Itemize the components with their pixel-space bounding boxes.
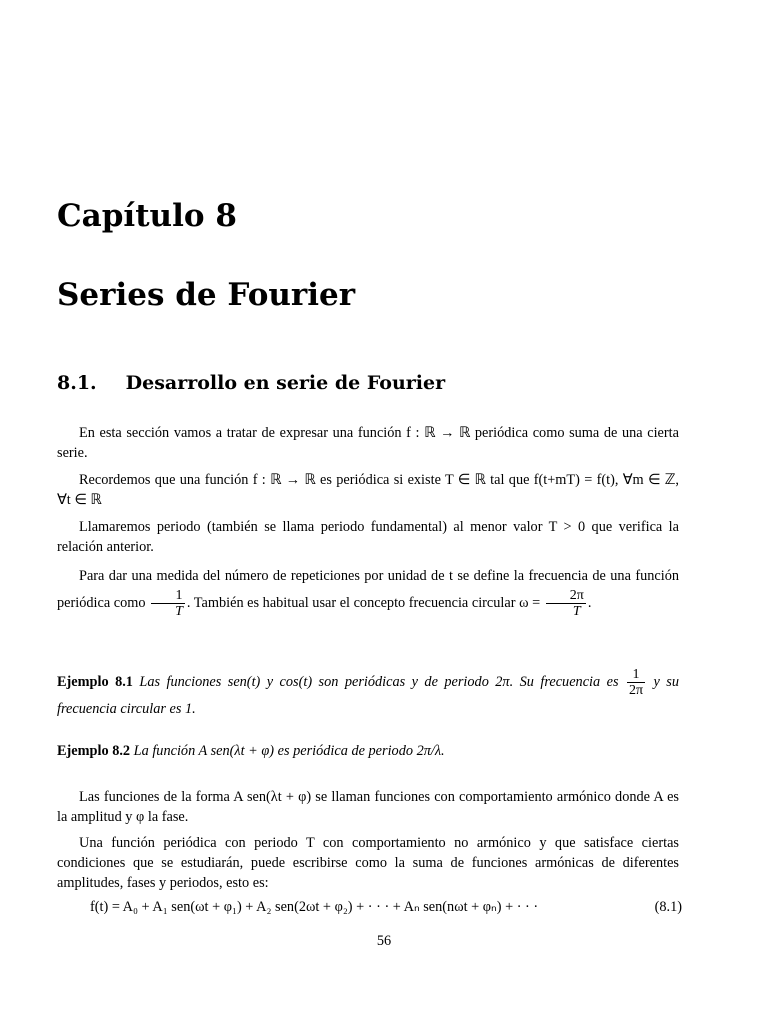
section-number: 8.1.: [57, 372, 97, 394]
paragraph-4-text-c: ω =: [519, 594, 541, 611]
fraction-denominator: T: [572, 604, 581, 619]
paragraph-4-text-b: . También es habitual usar el concepto frecuencia circular: [186, 594, 516, 611]
section-title: Desarrollo en serie de Fourier: [125, 372, 446, 394]
example-1-text: Las funciones sen(t) y cos(t) son periódicas y de periodo 2π. Su frecuencia es: [139, 673, 619, 690]
page-number: 56: [376, 933, 392, 949]
example-2-label: Ejemplo 8.2: [57, 743, 131, 759]
example-1: [57, 667, 679, 720]
fraction-denominator: T: [175, 604, 183, 619]
example-1-label: Ejemplo 8.1: [57, 673, 133, 690]
fraction-numerator: 1: [151, 588, 185, 604]
fraction-example-1: [627, 667, 645, 698]
paragraph-2: Recordemos que una función f : ℝ → ℝ es periódica si existe T ∈ ℝ tal que f(t+mT) = f(t), ∀m ∈ ℤ, ∀t ∈ ℝ: [57, 472, 679, 508]
equation-tag: (8.1): [654, 899, 682, 915]
equation-8-1: [90, 899, 682, 916]
fraction-numerator: 2π: [546, 588, 586, 604]
equation-body: f(t) = A₀ + A₁ sen(ωt + φ₁) + A₂ sen(2ωt + φ₂) + · · · + Aₙ sen(nωt + φₙ) + · · ·: [90, 899, 539, 915]
fraction-frequency: [151, 588, 185, 619]
paragraph-4-text-a: Para dar una medida del número de repeticiones por unidad de t se define la frecuencia de una función periódica como: [57, 568, 679, 611]
paragraph-3: Llamaremos periodo (también se llama periodo fundamental) al menor valor T > 0 que verifica la relación anterior.: [57, 519, 679, 555]
paragraph-5: Las funciones de la forma A sen(λt + φ) se llaman funciones con comportamiento armónico donde A es la amplitud y φ la fase.: [57, 789, 679, 825]
fraction-circular-frequency: [546, 588, 586, 619]
fraction-denominator: 2π: [628, 683, 644, 698]
example-1-text-2: y su frecuencia circular es 1.: [57, 673, 680, 717]
example-2-text: La función A sen(λt + φ) es periódica de periodo 2π/λ.: [133, 743, 445, 759]
section-heading: [57, 372, 445, 394]
paragraph-4-text-d: .: [587, 594, 592, 611]
fraction-numerator: 1: [627, 667, 645, 683]
paragraph-1: En esta sección vamos a tratar de expresar una función f : ℝ → ℝ periódica como suma de una cierta serie.: [57, 425, 679, 461]
paragraph-4: [57, 565, 679, 619]
paragraph-6: Una función periódica con periodo T con comportamiento no armónico y que satisface ciertas condiciones que se estudiarán, puede escribirse como la suma de funciones armónicas de diferentes amplitudes, fases y periodos, esto es:: [57, 835, 679, 891]
chapter-label: Capítulo 8: [57, 198, 237, 234]
example-2: [57, 741, 679, 761]
chapter-title: Series de Fourier: [57, 277, 356, 313]
